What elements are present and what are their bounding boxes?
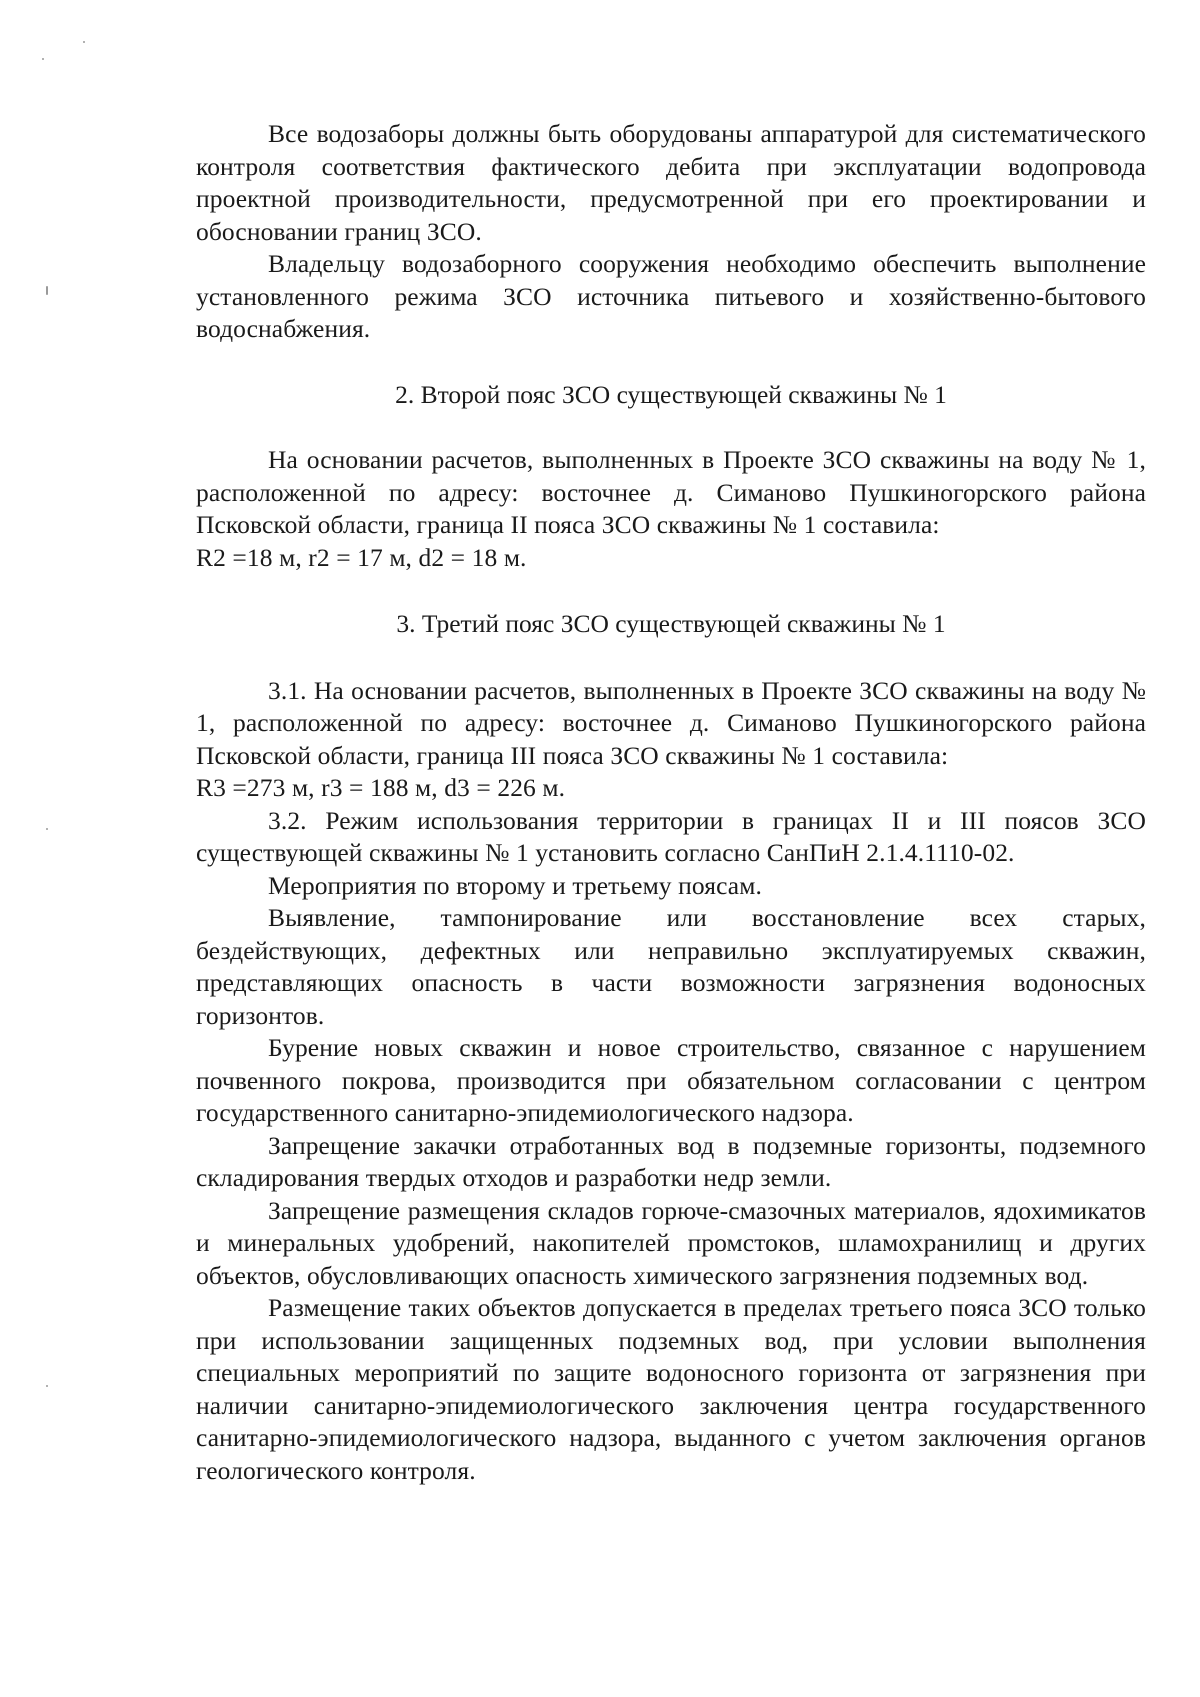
- scan-speck: [83, 41, 85, 43]
- section-2-text: На основании расчетов, выполненных в Проекте ЗСО скважины на воду № 1, расположенной по адресу: восточнее д. Симаново Пушкиногорского района Псковской области, граница II пояса ЗСО скважины № 1 составила:: [196, 445, 1146, 539]
- measure-injection-ban: Запрещение закачки отработанных вод в подземные горизонты, подземного складирования твердых отходов и разработки недр земли.: [196, 1130, 1146, 1192]
- document-body: [196, 118, 1146, 1487]
- scan-speck: [46, 828, 48, 830]
- section-2-values: R2 =18 м, r2 = 17 м, d2 = 18 м.: [196, 542, 527, 572]
- scan-speck: [42, 58, 44, 60]
- section-3-heading: 3. Третий пояс ЗСО существующей скважины № 1: [396, 609, 946, 638]
- scan-speck: [46, 286, 48, 295]
- section-2-heading: 2. Второй пояс ЗСО существующей скважины № 1: [395, 379, 947, 409]
- measure-placement-conditions: Размещение таких объектов допускается в пределах третьего пояса ЗСО только при использовании защищенных подземных вод, при условии выполнения специальных мероприятий по защите водоносного горизонта от загрязнения при наличии санитарно-эпидемиологического заключения центра государственного санитарно-эпидемиологического надзора, выданного с учетом заключения органов геологического контроля.: [196, 1293, 1146, 1485]
- scan-speck: [46, 1385, 48, 1387]
- section-3-values: R3 =273 м, r3 = 188 м, d3 = 226 м.: [196, 773, 566, 802]
- measures-title: Мероприятия по второму и третьему поясам.: [268, 870, 762, 900]
- section-3-1-text: 3.1. На основании расчетов, выполненных в Проекте ЗСО скважины на воду № 1, расположенной по адресу: восточнее д. Симаново Пушкиногорского района Псковской области, граница III пояса ЗСО скважины № 1 составила:: [196, 675, 1146, 770]
- measure-drilling: Бурение новых скважин и новое строительство, связанное с нарушением почвенного покрова, производится при обязательном согласовании с центром государственного санитарно-эпидемиологического надзора.: [196, 1033, 1146, 1127]
- measure-identification: Выявление, тампонирование или восстановление всех старых, бездействующих, дефектных или неправильно эксплуатируемых скважин, представляющих опасность в части возможности загрязнения водоносных горизонтов.: [196, 903, 1146, 1030]
- measure-storage-ban: Запрещение размещения складов горюче-смазочных материалов, ядохимикатов и минеральных удобрений, накопителей промстоков, шламохранилищ и других объектов, обусловливающих опасность химического загрязнения подземных вод.: [196, 1195, 1146, 1290]
- paragraph-owner-obligation: Владельцу водозаборного сооружения необходимо обеспечить выполнение установленного режима ЗСО источника питьевого и хозяйственно-бытового водоснабжения.: [196, 249, 1146, 343]
- section-3-2-text: 3.2. Режим использования территории в границах II и III поясов ЗСО существующей скважины № 1 установить согласно СанПиН 2.1.4.1110-02.: [196, 805, 1146, 867]
- paragraph-equipment: Все водозаборы должны быть оборудованы аппаратурой для систематического контроля соответствия фактического дебита при эксплуатации водопровода проектной производительности, предусмотренной при его проектировании и обосновании границ ЗСО.: [196, 119, 1146, 246]
